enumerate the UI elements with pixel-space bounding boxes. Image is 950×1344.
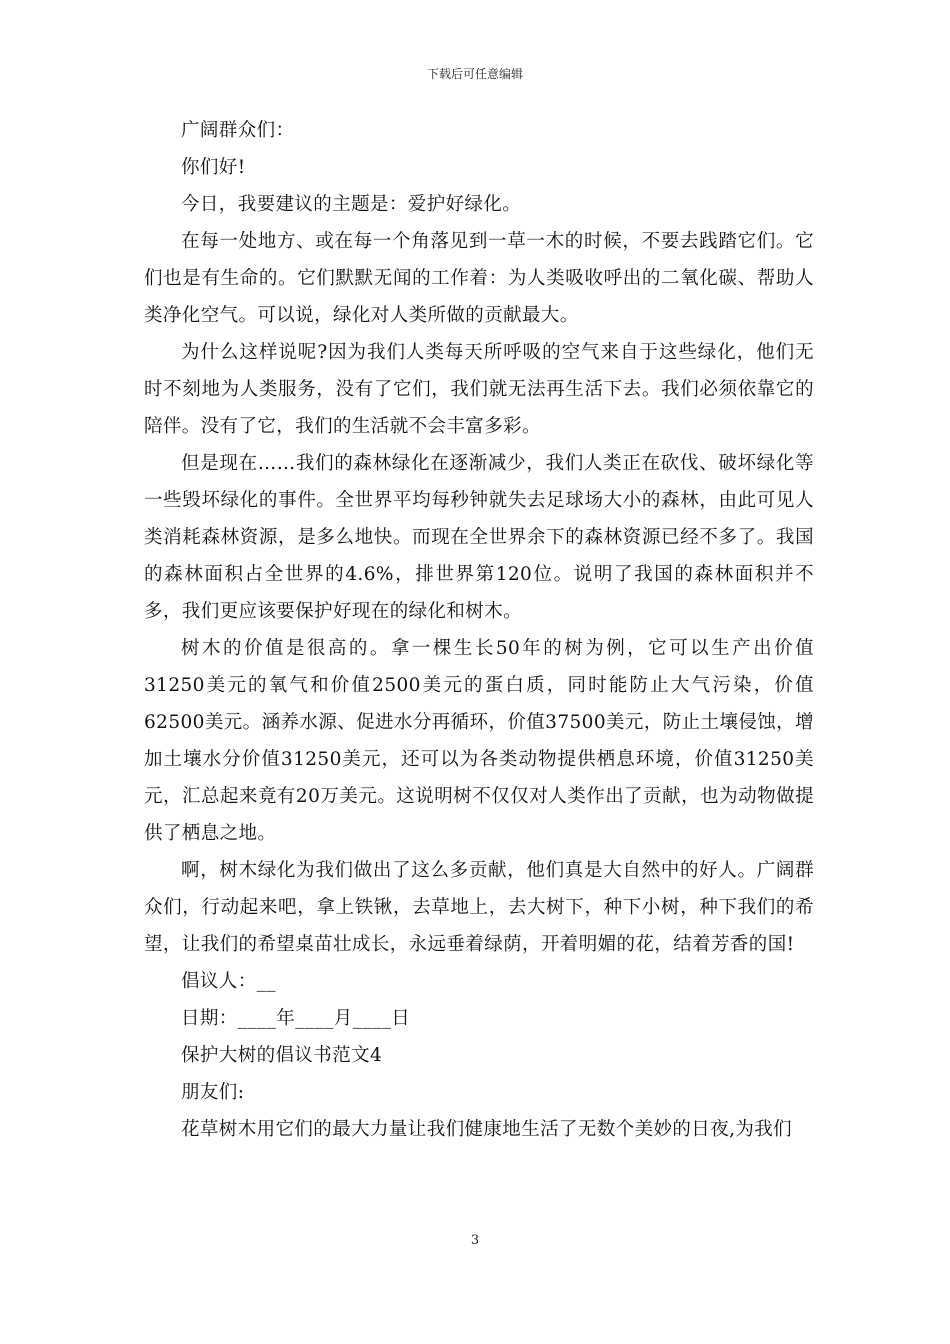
paragraph-2: 为什么这样说呢?因为我们人类每天所呼吸的空气来自于这些绿化，他们无时不刻地为人类服务，没有了它们，我们就无法再生活下去。我们必须依靠它的陪伴。没有了它，我们的生活就不会丰富多彩。 <box>144 342 814 437</box>
page-number: 3 <box>470 1233 480 1248</box>
paragraph-5: 啊，树木绿化为我们做出了这么多贡献，他们真是大自然中的好人。广阔群众们，行动起来吧，拿上铁锹，去草地上，去大树下，种下小树，种下我们的希望，让我们的希望桌苗壮成长，永远垂着绿荫，开着明媚的花，结着芳香的国! <box>144 860 814 955</box>
page-header-note: 下载后可任意编辑 <box>426 67 523 81</box>
proposer-line: 倡议人：__ <box>181 971 276 992</box>
closing-paragraph: 花草树木用它们的最大力量让我们健康地生活了无数个美妙的日夜,为我们 <box>181 1119 793 1140</box>
paragraph-4: 树木的价值是很高的。拿一棵生长50年的树为例，它可以生产出价值31250美元的氧气和价值2500美元的蛋白质，同时能防止大气污染，价值62500美元。涵养水源、促进水分再循环，价值37500美元，防止土壤侵蚀，增加土壤水分价值31250美元，还可以为各类动物提供栖息环境，价值31250美元，汇总起来竟有20万美元。这说明树不仅仅对人类作出了贡献，也为动物做提供了栖息之地。 <box>144 638 814 844</box>
date-line: 日期：____年____月____日 <box>181 1008 411 1029</box>
document-body <box>144 112 814 1148</box>
salutation: 广阔群众们： <box>181 120 295 141</box>
friends-salutation: 朋友们: <box>181 1082 245 1103</box>
section-title: 保护大树的倡议书范文4 <box>181 1045 383 1066</box>
greeting: 你们好! <box>181 157 246 178</box>
paragraph-3: 但是现在……我们的森林绿化在逐渐减少，我们人类正在砍伐、破坏绿化等一些毁坏绿化的事件。全世界平均每秒钟就失去足球场大小的森林，由此可见人类消耗森林资源，是多么地快。而现在全世界余下的森林资源已经不多了。我国的森林面积占全世界的4.6%，排世界第120位。说明了我国的森林面积并不多，我们更应该要保护好现在的绿化和树木。 <box>144 453 814 622</box>
topic-line: 今日，我要建议的主题是：爱护好绿化。 <box>181 194 522 215</box>
paragraph-1: 在每一处地方、或在每一个角落见到一草一木的时候，不要去践踏它们。它们也是有生命的。它们默默无闻的工作着：为人类吸收呼出的二氧化碳、帮助人类净化空气。可以说，绿化对人类所做的贡献最大。 <box>144 231 814 326</box>
